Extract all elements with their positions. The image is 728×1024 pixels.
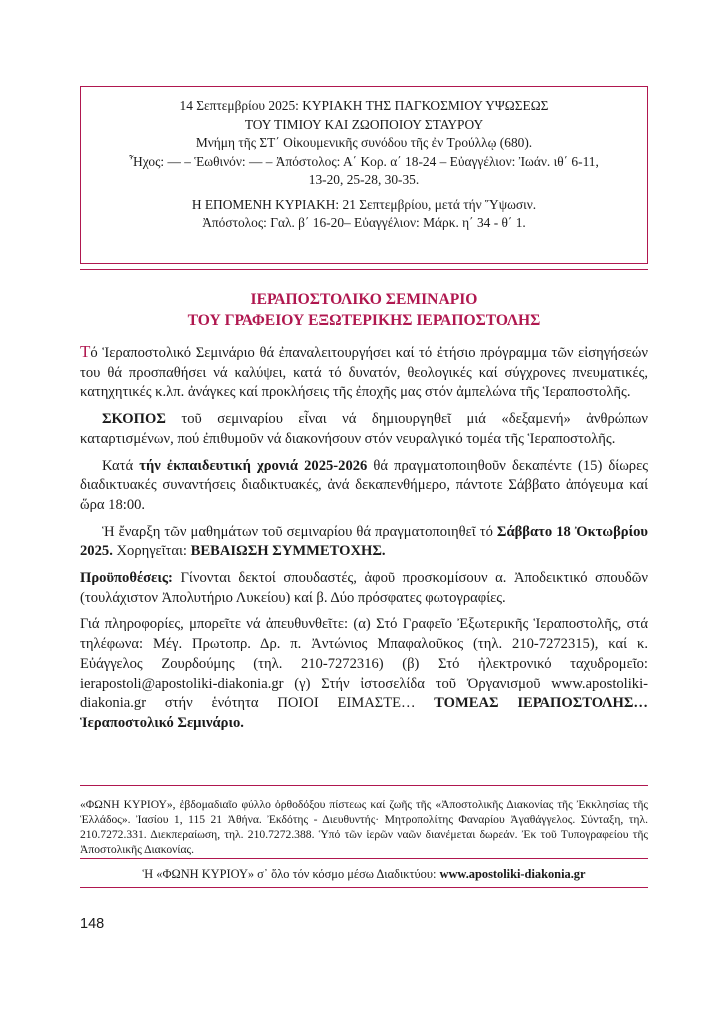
footer-divider-middle: [80, 858, 648, 859]
page-number: 148: [80, 916, 105, 932]
paragraph-purpose: ΣΚΟΠΟΣ τοῦ σεμιναρίου εἶναι νά δημιουργηθεῖ μιά «δεξαμενή» ἀνθρώπων καταρτισμένων, πού ἐπιθυμοῦν νά διακονήσουν στόν νευραλγικό τομέα τῆς Ἱεραποστολῆς.: [80, 411, 648, 447]
article-title: [80, 289, 648, 331]
footer-divider-top: [80, 785, 648, 786]
footer-divider-bottom: [80, 887, 648, 888]
footer-online: Ἡ «ΦΩΝΗ ΚΥΡΙΟΥ» σ᾿ ὅλο τόν κόσμο μέσω Διαδικτύου: www.apostoliki-diakonia.gr: [142, 867, 586, 881]
calendar-line-2: ΤΟΥ ΤΙΜΙΟΥ ΚΑΙ ΖΩΟΠΟΙΟΥ ΣΤΑΥΡΟΥ: [244, 116, 484, 132]
next-sunday-readings: Ἀπόστολος: Γαλ. β΄ 16-20– Εὐαγγέλιον: Μάρκ. η΄ 34 - θ΄ 1.: [202, 215, 526, 230]
calendar-box: [80, 86, 648, 264]
paragraph-requirements: Προϋποθέσεις: Γίνονται δεκτοί σπουδαστές, ἀφοῦ προσκομίσουν α. Ἀποδεικτικό σπουδῶν (τουλάχιστον Ἀπολυτήριο Λυκείου) καί β. Δύο πρόσφατες φωτογραφίες.: [80, 570, 648, 606]
next-sunday-line: Η ΕΠΟΜΕΝΗ ΚΥΡΙΑΚΗ: 21 Σεπτεμβρίου, μετά τήν Ὕψωσιν.: [191, 196, 537, 212]
paragraph-start-date: Ἡ ἔναρξη τῶν μαθημάτων τοῦ σεμιναρίου θά πραγματοποιηθεῖ τό Σάββατο 18 Ὀκτωβρίου 2025. Χορηγεῖται: ΒΕΒΑΙΩΣΗ ΣΥΜΜΕΤΟΧΗΣ.: [80, 523, 648, 560]
article-title-line-2: ΤΟΥ ΓΡΑΦΕΙΟΥ ΕΞΩΤΕΡΙΚΗΣ ΙΕΡΑΠΟΣΤΟΛΗΣ: [187, 312, 541, 329]
calendar-line-1: 14 Σεπτεμβρίου 2025: ΚΥΡΙΑΚΗ ΤΗΣ ΠΑΓΚΟΣΜΙΟΥ ΥΨΩΣΕΩΣ: [179, 98, 549, 113]
drop-cap: Τ: [80, 342, 91, 361]
calendar-line-3: Μνήμη τῆς ΣΤ΄ Οἰκουμενικῆς συνόδου τῆς ἐν Τρούλλῳ (680).: [195, 135, 533, 150]
top-divider: [80, 269, 648, 270]
paragraph-schedule: Κατά τήν ἐκπαιδευτική χρονιά 2025-2026 θά πραγματοποιηθοῦν δεκαπέντε (15) δίωρες διαδικτυακές συναντήσεις διαδικτυακές, ἀνά δεκαπενθήμερο, πάντοτε Σάββατο ἀπόγευμα καί ὥρα 18:00.: [80, 457, 648, 513]
website-link[interactable]: www.apostoliki-diakonia.gr: [439, 867, 586, 881]
paragraph-intro: Τό Ἱεραποστολικό Σεμινάριο θά ἐπαναλειτουργήσει καί τό ἐτήσιο πρόγραμμα τῶν εἰσηγήσεών του θά προσπαθήσει νά καλύψει, κατά τό δυνατόν, θεολογικές καί σύγχρονες πνευματικές, κατηχητικές κ.λπ. ἀνάγκες καί προκλήσεις τῆς ἐποχῆς μας στόν ἀμπελώνα τῆς Ἱεραποστολῆς.: [80, 342, 648, 401]
article-title-line-1: ΙΕΡΑΠΟΣΤΟΛΙΚΟ ΣΕΜΙΝΑΡΙΟ: [250, 291, 478, 308]
calendar-line-4: Ἦχος: — – Ἑωθινόν: — – Ἀπόστολος: Α΄ Κορ. α΄ 18-24 – Εὐαγγέλιον: Ἰωάν. ιθ΄ 6-11,: [129, 153, 599, 169]
calendar-line-5: 13-20, 25-28, 30-35.: [308, 172, 420, 187]
paragraph-contact: Γιά πληροφορίες, μπορεῖτε νά ἀπευθυνθεῖτε: (α) Στό Γραφεῖο Ἐξωτερικῆς Ἱεραποστολῆς, στά τηλέφωνα: Μέγ. Πρωτοπρ. Δρ. π. Ἀντώνιος Μπαφαλοῦκος (τηλ. 210-7272315), καί κ. Εὐάγγελος Ζουρδούμης (τηλ. 210-7272316) (β) Στό ἠλεκτρονικό ταχυδρομεῖο: ierapostoli@apostoliki-diakonia.gr (γ) Στήν ἰστοσελίδα τοῦ Ὀργανισμοῦ www.apostoliki-diakonia.gr στήν ἑνότητα ΠΟΙΟΙ ΕΙΜΑΣΤΕ… ΤΟΜΕΑΣ ΙΕΡΑΠΟΣΤΟΛΗΣ… Ἱεραποστολικό Σεμινάριο.: [80, 616, 648, 731]
footer-imprint: «ΦΩΝΗ ΚΥΡΙΟΥ», ἑβδομαδιαῖο φύλλο ὀρθοδόξου πίστεως καί ζωῆς τῆς «Ἀποστολικῆς Διακονίας τῆς Ἐκκλησίας τῆς Ἑλλάδος». Ἰασίου 1, 115 21 Ἀθήνα. Ἐκδότης - Διευθυντής· Μητροπολίτης Φαναρίου Ἀγαθάγγελος. Σύνταξη, τηλ. 210.7272.331. Διεκπεραίωση, τηλ. 210.7272.388. Ὑπό τῶν ἱερῶν ναῶν διανέμεται δωρεάν. Ἐκ τοῦ Τυπογραφείου τῆς Ἀποστολικῆς Διακονίας.: [80, 798, 648, 856]
article-body: [80, 342, 648, 741]
